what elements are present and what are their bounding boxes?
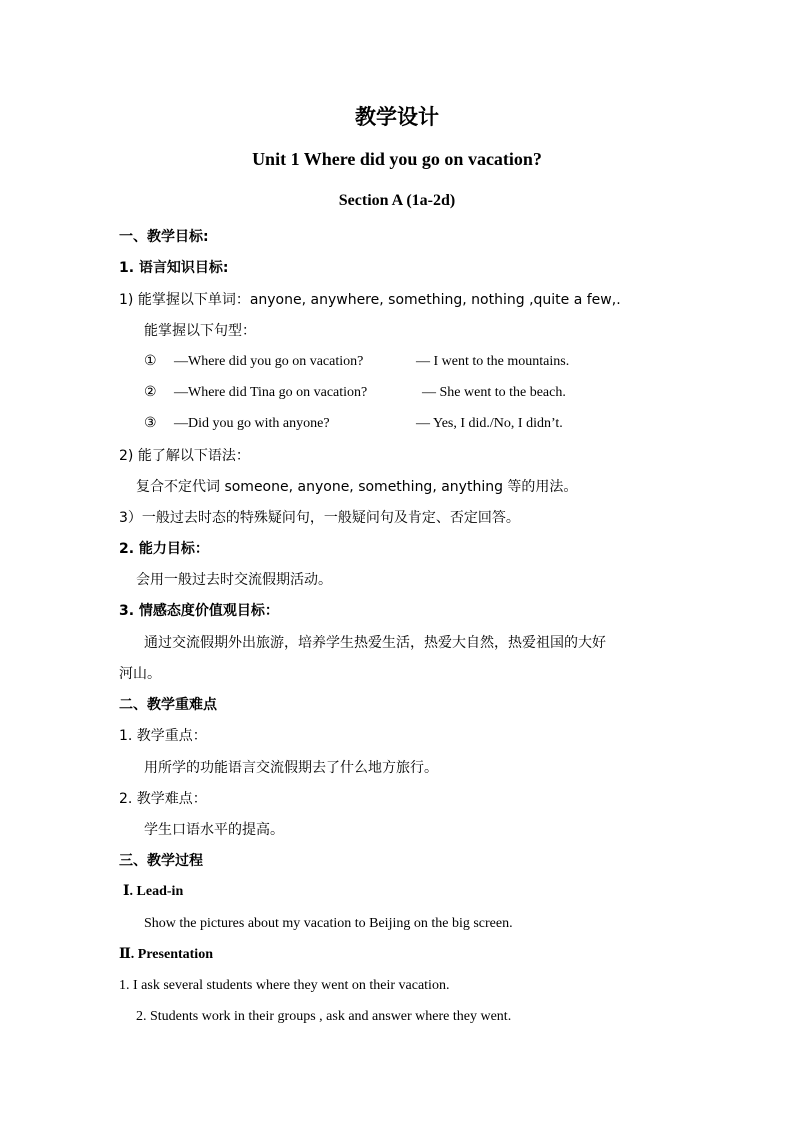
- heading-language-knowledge: 1. 语言知识目标:: [119, 260, 229, 276]
- vocabulary-line: 1) 能掌握以下单词：anyone, anywhere, something, nothing ,quite a few,.: [119, 292, 621, 308]
- answer-text: — I went to the mountains.: [416, 354, 570, 369]
- item-number: ③: [144, 416, 157, 431]
- step-presentation-heading: Ⅱ. Presentation: [119, 947, 213, 962]
- presentation-item: 1. I ask several students where they went on their vacation.: [119, 978, 450, 993]
- answer-text: — Yes, I did./No, I didn’t.: [416, 416, 563, 431]
- unit-title: Unit 1 Where did you go on vacation?: [252, 149, 542, 169]
- step-lead-in-text: Show the pictures about my vacation to Beijing on the big screen.: [144, 916, 513, 931]
- item-number: ②: [144, 385, 157, 400]
- presentation-item: 2. Students work in their groups , ask and answer where they went.: [136, 1009, 512, 1024]
- heading-teaching-process: 三、教学过程: [119, 853, 203, 869]
- difficult-point-heading: 2. 教学难点：: [119, 791, 207, 807]
- answer-text: — She went to the beach.: [422, 385, 566, 400]
- heading-teaching-objectives: 一、教学目标:: [119, 229, 209, 245]
- sentence-pattern-item: [144, 353, 363, 371]
- key-point-text: 用所学的功能语言交流假期去了什么地方旅行。: [144, 760, 438, 776]
- sentence-pattern-item: [144, 415, 330, 433]
- difficult-point-text: 学生口语水平的提高。: [144, 822, 284, 838]
- key-point-heading: 1. 教学重点：: [119, 728, 207, 744]
- emotional-objective-text: 通过交流假期外出旅游，培养学生热爱生活，热爱大自然，热爱祖国的大好: [144, 635, 606, 651]
- question-text: —Where did you go on vacation?: [174, 354, 364, 369]
- grammar-line: 复合不定代词 someone, anyone, something, anything 等的用法。: [136, 479, 578, 495]
- question-text: —Where did Tina go on vacation?: [174, 385, 368, 400]
- heading-ability-objective: 2. 能力目标：: [119, 541, 209, 557]
- document-title: 教学设计: [355, 105, 439, 129]
- item-number: ①: [144, 354, 157, 369]
- ability-objective-text: 会用一般过去时交流假期活动。: [136, 572, 332, 588]
- grammar-intro: 2) 能了解以下语法：: [119, 448, 250, 464]
- sentence-patterns-intro: 能掌握以下句型：: [144, 323, 256, 339]
- emotional-objective-text-continued: 河山。: [119, 666, 161, 682]
- question-text: —Did you go with anyone?: [174, 416, 330, 431]
- grammar-line-3: 3）一般过去时态的特殊疑问句，一般疑问句及肯定、否定回答。: [119, 510, 520, 526]
- section-title: Section A (1a-2d): [338, 192, 456, 209]
- step-lead-in-heading: Ⅰ. Lead-in: [123, 884, 184, 899]
- heading-emotional-objective: 3. 情感态度价值观目标：: [119, 603, 279, 619]
- sentence-pattern-item: [144, 384, 367, 402]
- heading-key-difficult-points: 二、教学重难点: [119, 697, 217, 713]
